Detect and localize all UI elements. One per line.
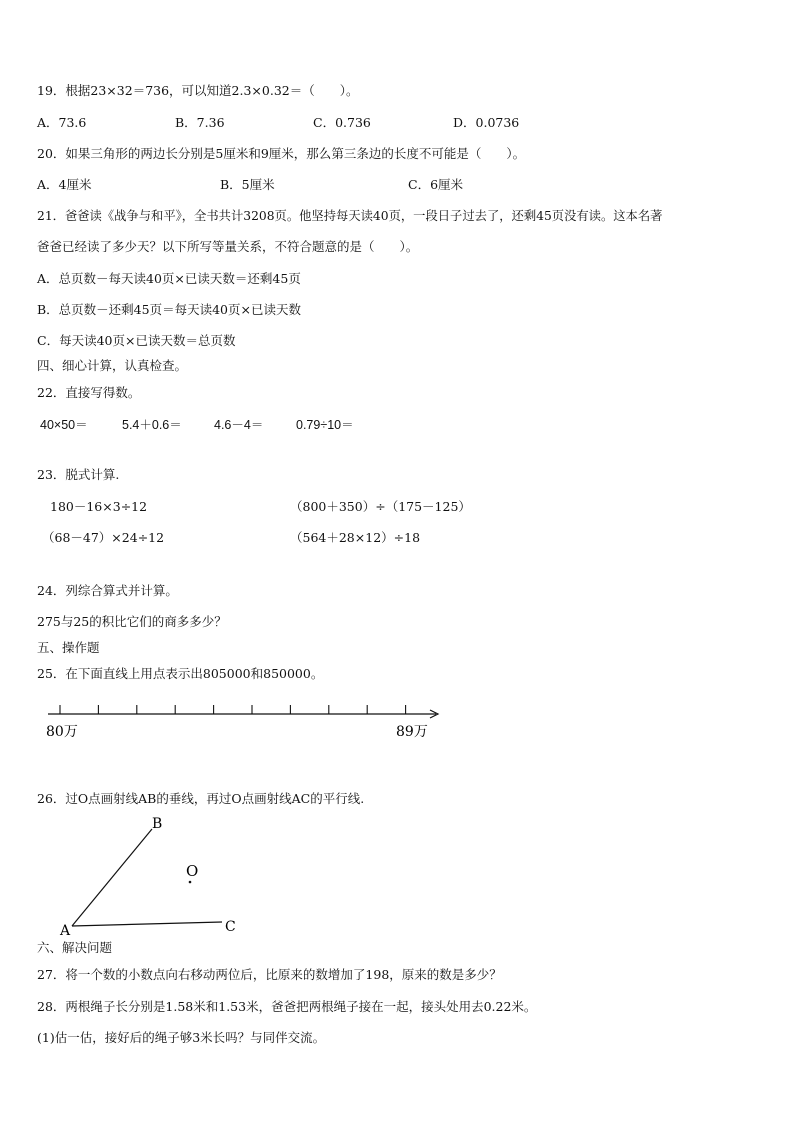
q19-option-d: D．0.0736 [453,115,520,130]
q23-item-4: （564＋28×12）÷18 [290,530,421,545]
label-b: B [152,816,163,832]
q20-option-b: B．5厘米 [220,177,275,192]
q19-option-c: C．0.736 [313,115,371,130]
q19-option-a: A．73.6 [37,115,87,130]
label-a: A [60,923,71,938]
q20-option-c: C．6厘米 [408,177,464,192]
q28-text: 28．两根绳子长分别是1.58米和1.53米，爸爸把两根绳子接在一起，接头处用去0.22米。 [37,999,537,1014]
q28-sub1: (1)估一估，接好后的绳子够3米长吗？与同伴交流。 [37,1030,326,1045]
q26-text: 26．过O点画射线AB的垂线，再过O点画射线AC的平行线. [37,791,365,806]
number-line-end-label: 89万 [396,724,428,740]
q27-text: 27．将一个数的小数点向右移动两位后，比原来的数增加了198，原来的数是多少？ [37,967,502,982]
ray-ac [72,922,222,926]
q23-item-3: （68－47）×24÷12 [42,530,165,545]
q24-text: 275与25的积比它们的商多多少？ [37,614,227,629]
q22-item-2: 5.4＋0.6＝ [122,418,182,432]
number-line [0,690,794,746]
q22-title: 22．直接写得数。 [37,385,141,400]
q21-line2: 爸爸已经读了多少天？以下所写等量关系，不符合题意的是（ ）。 [37,239,419,254]
number-line-start-label: 80万 [46,724,78,740]
section-5-heading: 五、操作题 [37,640,100,655]
section-4-heading: 四、细心计算，认真检查。 [37,358,188,373]
ray-ab [72,829,152,926]
q24-title: 24．列综合算式并计算。 [37,583,178,598]
q22-item-3: 4.6－4＝ [214,418,264,432]
label-o: O [186,862,199,880]
q23-title: 23．脱式计算. [37,467,120,482]
q19-option-b: B．7.36 [175,115,225,130]
q22-item-4: 0.79÷10＝ [296,418,354,432]
q21-option-b: B．总页数－还剩45页＝每天读40页×已读天数 [37,302,301,317]
q23-item-1: 180－16×3÷12 [50,499,148,514]
label-c: C [225,919,236,935]
q20-text: 20．如果三角形的两边长分别是5厘米和9厘米，那么第三条边的长度不可能是（ ）。 [37,146,526,161]
q21-option-c: C．每天读40页×已读天数＝总页数 [37,333,236,348]
number-line-ticks [60,705,406,714]
ray-figure [0,812,794,938]
q23-item-2: （800＋350）÷（175－125） [290,499,471,514]
q19-text: 19．根据23×32＝736，可以知道2.3×0.32＝（ ）。 [37,83,359,98]
q25-text: 25．在下面直线上用点表示出805000和850000。 [37,666,324,681]
point-o [189,881,192,884]
q20-option-a: A．4厘米 [37,177,92,192]
q21-option-a: A．总页数－每天读40页×已读天数＝还剩45页 [37,271,301,286]
section-6-heading: 六、解决问题 [37,940,113,955]
q22-item-1: 40×50＝ [40,418,88,432]
q21-line1: 21．爸爸读《战争与和平》，全书共计3208页。他坚持每天读40页，一段日子过去了，还剩45页没有读。这本名著 [37,209,663,223]
